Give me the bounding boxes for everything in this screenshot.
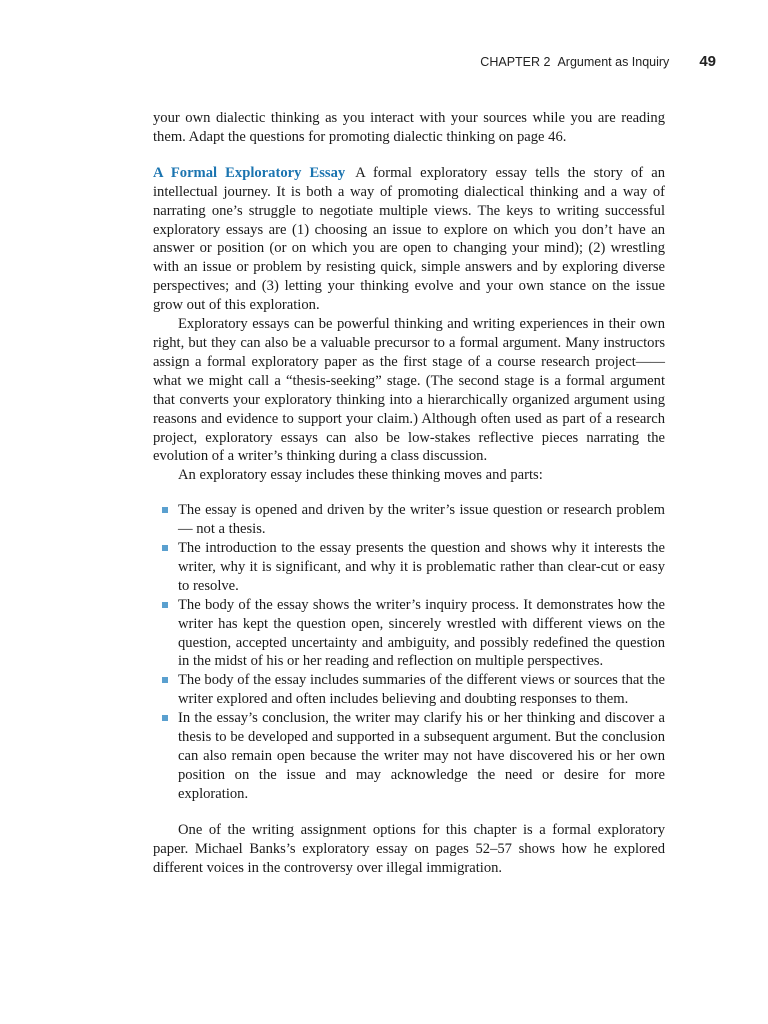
square-bullet-icon [162, 545, 168, 551]
list-item [153, 709, 665, 804]
list-item-text: The introduction to the essay presents the question and shows why it interests the writer, why it is significant, and why it is problematic rather than clear-cut or easy to resolve. [178, 540, 665, 594]
list-item-text: The essay is opened and driven by the writer’s issue question or research problem— not a thesis. [178, 502, 665, 538]
chapter-title: Argument as Inquiry [557, 55, 670, 69]
paragraph-formal-exploratory-essay [153, 164, 665, 315]
paragraph-body: A formal exploratory essay tells the story of an intellectual journey. It is both a way of promoting dialectical thinking and a way of narrating one’s struggle to negotiate multiple views. The keys to writing successful exploratory essays are (1) choosing an issue to explore on which you don’t have an answer or position (or on which you are open to changing your mind); (2) wrestling with an issue or problem by resisting quick, simple answers and by exploring diverse perspectives; and (3) letting your thinking evolve and your own stance on the issue grow out of this exploration. [153, 164, 665, 314]
paragraph-assignment-note: One of the writing assignment options for this chapter is a formal exploratory paper. Michael Banks’s exploratory essay on pages 52–57 shows how he explored different voices in the controversy over illegal immigration. [153, 821, 665, 876]
section-heading: A Formal Exploratory Essay [153, 164, 346, 181]
list-item [153, 596, 665, 672]
square-bullet-icon [162, 715, 168, 721]
list-item [153, 501, 665, 539]
page-number: 49 [699, 53, 716, 70]
list-item-text: The body of the essay includes summaries of the different views or sources that the writer explored and often includes believing and doubting responses to them. [178, 672, 665, 708]
body-text [153, 109, 665, 877]
paragraph-continuation: your own dialectic thinking as you interact with your sources while you are reading them. Adapt the questions for promoting dialectic thinking on page 46. [153, 110, 665, 145]
square-bullet-icon [162, 677, 168, 683]
list-item-text: The body of the essay shows the writer’s inquiry process. It demonstrates how the writer has kept the question open, sincerely wrestled with different views on the question, accepted uncertainty and ambiguity, and possibly redefined the question in the midst of his or her reading and reflection on multiple perspectives. [178, 596, 665, 670]
paragraph-list-intro: An exploratory essay includes these thinking moves and parts: [178, 467, 543, 484]
square-bullet-icon [162, 602, 168, 608]
list-item-text: In the essay’s conclusion, the writer may clarify his or her thinking and discover a thesis to be developed and supported in a subsequent argument. But the conclusion can also remain open because the writer may not have discovered his or her own position on the issue and may acknowledge the need or desire for more exploration. [178, 710, 665, 802]
chapter-label: CHAPTER 2 [480, 55, 551, 69]
running-head [480, 53, 716, 70]
list-item [153, 539, 665, 596]
bullet-list [153, 501, 665, 804]
paragraph-exploratory-essays: Exploratory essays can be powerful thinking and writing experiences in their own right, but they can also be a valuable precursor to a formal argument. Many instructors assign a formal exploratory paper as the first stage of a course research project——what we might call a “thesis-seeking” stage. (The second stage is a formal argument that converts your exploratory thinking into a hierarchically organized argument using reasons and evidence to support your claim.) Although often used as part of a research project, exploratory essays can also be low-stakes reflective pieces narrating the evolution of a writer’s thinking during a class discussion. [153, 316, 665, 465]
square-bullet-icon [162, 507, 168, 513]
list-item [153, 671, 665, 709]
